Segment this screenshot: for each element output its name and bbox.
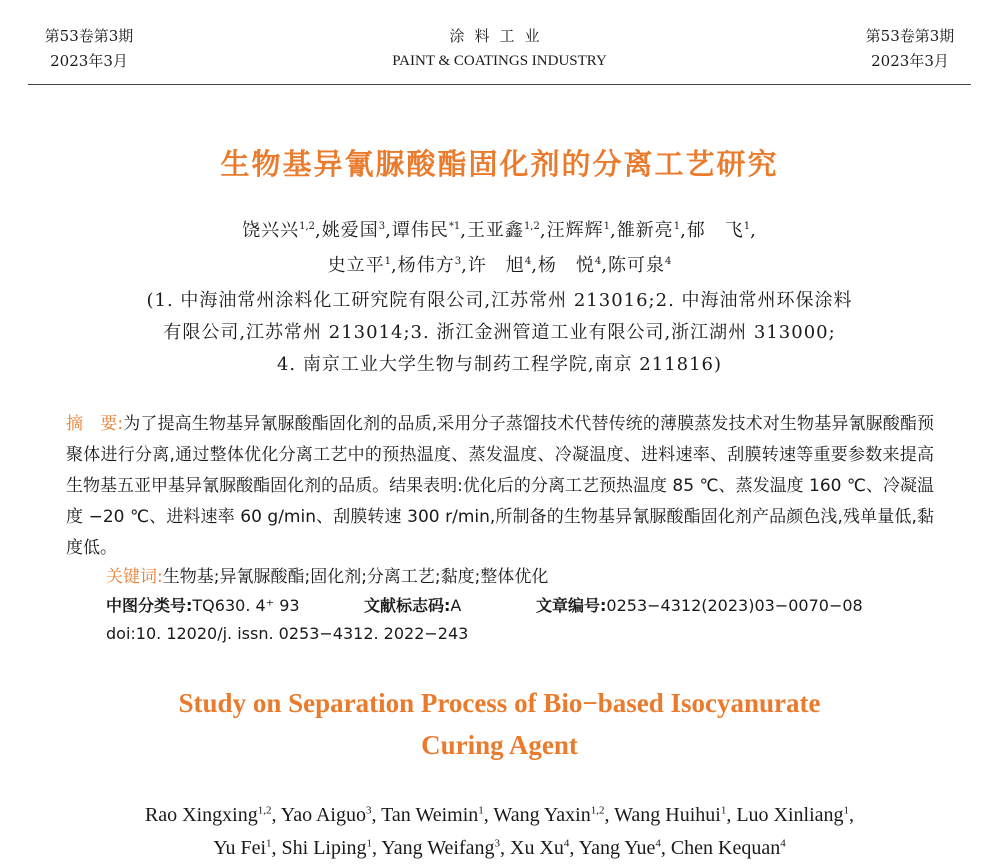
author-name: 雒新亮 xyxy=(616,220,674,241)
abstract xyxy=(66,409,934,564)
author-affiliation-mark: 4 xyxy=(655,837,661,850)
paper-title-cn: 生物基异氰脲酸酯固化剂的分离工艺研究 xyxy=(220,147,779,181)
header-divider xyxy=(28,84,971,85)
author-affiliation-mark: 1 xyxy=(743,221,751,232)
affiliation-line: 有限公司,江苏常州 213014;3. 浙江金洲管道工业有限公司,浙江湖州 313000; xyxy=(163,322,836,343)
authors-cn-line2: 史立平$^1$,杨伟方$^3$,许 旭$^4$,杨 悦$^4$,陈可泉$^4$ xyxy=(327,255,672,276)
author-affiliation-mark: 4 xyxy=(665,256,672,267)
paper-title-en-line: Curing Agent xyxy=(421,730,578,760)
journal-name-cn: 涂料工业 xyxy=(449,27,550,45)
keywords-text: 生物基;异氰脲酸酯;固化剂;分离工艺;黏度;整体优化 xyxy=(162,567,549,587)
author-name: 杨伟方 xyxy=(397,255,455,276)
affiliation-line: 4. 南京工业大学生物与制药工程学院,南京 211816) xyxy=(276,354,723,375)
author-affiliation-mark: 1,2 xyxy=(590,804,605,817)
author-affiliation-mark: 4 xyxy=(594,256,602,267)
author-affiliation-mark: 3 xyxy=(365,804,372,817)
author-affiliation-mark: 3 xyxy=(378,221,386,232)
author-name: 史立平 xyxy=(327,255,385,276)
author-affiliation-mark: 1 xyxy=(673,221,681,232)
header-date: 2023年3月 xyxy=(871,52,949,70)
author-affiliation-mark: 1 xyxy=(720,804,727,817)
author-name: 杨 悦 xyxy=(537,255,595,276)
author-name: Xu Xu xyxy=(510,837,564,859)
article-number-label: 文章编号: xyxy=(536,596,607,615)
abstract-label: 摘 要: xyxy=(66,414,124,434)
author-name: Yu Fei xyxy=(213,837,267,859)
clc-label: 中图分类号: xyxy=(106,596,193,615)
doi: doi:10. 12020/j. issn. 0253−4312. 2022−243 xyxy=(106,624,469,643)
authors-cn-line1: 饶兴兴$^{1,2}$,姚爱国$^3$,谭伟民$^{*1}$,王亚鑫$^{1,2}$,汪辉辉$^1$,雒新亮$^1$,郁 飞$^1$, xyxy=(242,220,757,241)
author-affiliation-mark: 1 xyxy=(366,837,373,850)
classification-line xyxy=(106,593,863,616)
author-name: 陈可泉 xyxy=(608,255,666,276)
author-name: Yao Aiguo xyxy=(280,804,366,826)
author-name: Chen Kequan xyxy=(670,837,781,859)
author-affiliation-mark: 4 xyxy=(563,837,570,850)
header-volume-issue: 第53卷第3期 xyxy=(865,27,955,45)
paper-title-en-line: Study on Separation Process of Bio−based Isocyanurate xyxy=(178,688,821,718)
author-name: Yang Yue xyxy=(578,837,656,859)
author-name: 许 旭 xyxy=(467,255,525,276)
abstract-text: 为了提高生物基异氰脲酸酯固化剂的品质,采用分子蒸馏技术代替传统的薄膜蒸发技术对生物基异氰脲酸酯预聚体进行分离,通过整体优化分离工艺中的预热温度、蒸发温度、冷凝温度、进料速率、刮膜转速等重要参数来提高生物基五亚甲基异氰脲酸酯固化剂的品质。结果表明:优化后的分离工艺预热温度 85 ℃、蒸发温度 160 ℃、冷凝温度 −20 ℃、进料速率 60 g/min、刮膜转速 300 r/min,所制备的生物基异氰脲酸酯固化剂产品颜色浅,残单量低,黏度低。 xyxy=(66,414,934,558)
author-name: 王亚鑫 xyxy=(466,220,524,241)
author-affiliation-mark: *1 xyxy=(448,221,461,232)
author-affiliation-mark: 1 xyxy=(266,837,272,850)
header-volume-issue: 第53卷第3期 xyxy=(44,27,134,45)
authors-en-line1: Rao Xingxing$^{1,2}$, Yao Aiguo$^3$, Tan Weimin$^1$, Wang Yaxin$^{1,2}$, Wang Huihui$^1$, Luo Xinliang$^1$, xyxy=(144,804,855,826)
author-name: Wang Yaxin xyxy=(493,804,591,826)
author-affiliation-mark: 4 xyxy=(524,256,532,267)
paper-title-en xyxy=(0,682,999,766)
author-affiliation-mark: 1,2 xyxy=(523,221,540,232)
article-number-value: 0253−4312(2023)03−0070−08 xyxy=(606,596,863,615)
doc-code-label: 文献标志码: xyxy=(364,596,451,615)
journal-name xyxy=(0,24,999,74)
clc-value: TQ630. 4⁺ 93 xyxy=(192,596,300,615)
doc-code-value: A xyxy=(450,596,462,615)
author-name: 郁 飞 xyxy=(686,220,744,241)
keywords-label: 关键词: xyxy=(106,567,163,587)
author-affiliation-mark: 1 xyxy=(384,256,391,267)
author-affiliation-mark: 1 xyxy=(603,221,610,232)
header-volume-right xyxy=(855,24,965,74)
header-date: 2023年3月 xyxy=(50,52,128,70)
author-affiliation-mark: 3 xyxy=(454,256,462,267)
author-name: Shi Liping xyxy=(281,837,367,859)
author-name: Rao Xingxing xyxy=(144,804,258,826)
author-name: 谭伟民 xyxy=(391,220,449,241)
author-affiliation-mark: 4 xyxy=(780,837,786,850)
author-name: Luo Xinliang xyxy=(736,804,844,826)
author-name: 汪辉辉 xyxy=(546,220,604,241)
author-name: Yang Weifang xyxy=(381,837,495,859)
author-name: 饶兴兴 xyxy=(242,220,300,241)
authors-en-line2: Yu Fei$^1$, Shi Liping$^1$, Yang Weifang$^3$, Xu Xu$^4$, Yang Yue$^4$, Chen Kequan$^4$ xyxy=(213,837,786,859)
author-affiliation-mark: 1 xyxy=(843,804,850,817)
author-name: 姚爱国 xyxy=(321,220,379,241)
keywords xyxy=(106,562,548,587)
affiliation-line: (1. 中海油常州涂料化工研究院有限公司,江苏常州 213016;2. 中海油常州环保涂料 xyxy=(146,290,853,311)
author-affiliation-mark: 1,2 xyxy=(257,804,272,817)
author-affiliation-mark: 3 xyxy=(494,837,500,850)
author-affiliation-mark: 1 xyxy=(478,804,484,817)
author-affiliation-mark: 1,2 xyxy=(299,221,315,232)
author-name: Tan Weimin xyxy=(381,804,479,826)
author-name: Wang Huihui xyxy=(614,804,721,826)
journal-name-en: PAINT & COATINGS INDUSTRY xyxy=(392,53,607,69)
